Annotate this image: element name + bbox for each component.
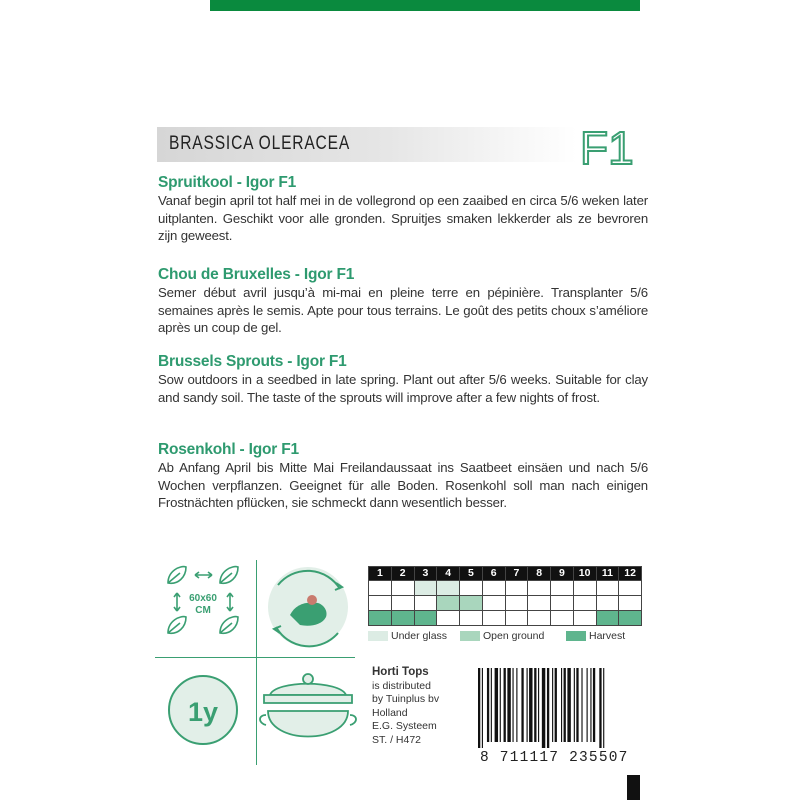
barcode-bar — [576, 668, 578, 742]
calendar-month-12: 12 — [619, 567, 642, 581]
barcode-bar — [603, 668, 604, 748]
calendar-cell — [505, 581, 528, 596]
calendar-cell — [596, 581, 619, 596]
calendar-cell — [482, 611, 505, 626]
calendar-month-4: 4 — [437, 567, 460, 581]
barcode-bar — [552, 668, 553, 742]
barcode-bar — [555, 668, 557, 742]
barcode-bar — [547, 668, 549, 748]
calendar-month-6: 6 — [482, 567, 505, 581]
barcode-bar — [567, 668, 570, 742]
calendar-cell — [619, 581, 642, 596]
section-dutch — [158, 174, 648, 245]
barcode-bar — [504, 668, 506, 742]
section-title: Spruitkool - Igor F1 — [158, 174, 297, 191]
barcode-bar — [590, 668, 591, 742]
barcode-bar — [574, 668, 575, 742]
section-english — [158, 353, 648, 406]
barcode-bar — [527, 668, 528, 742]
section-german — [158, 441, 648, 512]
barcode-bar — [593, 668, 595, 742]
barcode-bar — [529, 668, 532, 742]
spacing-unit: CM — [195, 605, 211, 616]
calendar-cell — [619, 596, 642, 611]
barcode-bar — [500, 668, 501, 742]
calendar-cell — [460, 581, 483, 596]
calendar-cell — [437, 596, 460, 611]
calendar-cell — [369, 611, 392, 626]
calendar-month-11: 11 — [596, 567, 619, 581]
calendar-cell — [619, 611, 642, 626]
barcode-bar — [491, 668, 492, 742]
species-banner — [157, 127, 577, 162]
barcode-bar — [542, 668, 545, 748]
spacing-value: 60x60 — [189, 593, 217, 604]
calendar-cell — [596, 611, 619, 626]
calendar-cell — [528, 581, 551, 596]
section-text: Sow outdoors in a seedbed in late spring. Plant out after 5/6 weeks. Suitable for clay and sandy soil. The taste of the sprouts will improve after a few nights of frost. — [158, 372, 648, 405]
calendar-cell — [573, 611, 596, 626]
legend-label: Harvest — [589, 630, 626, 642]
calendar-legend — [368, 630, 642, 644]
section-text: Vanaf begin april tot half mei in de vollegrond op een zaaibed en circa 5/6 weken later uitplanten. Geschikt voor alle gronden. Spruitjes smaken lekkerder als ze bevroren zijn geweest. — [158, 193, 648, 244]
calendar-month-2: 2 — [391, 567, 414, 581]
calendar-cell — [551, 611, 574, 626]
distributor-info — [372, 666, 482, 747]
calendar-cell — [551, 581, 574, 596]
calendar-row-open-ground — [369, 596, 642, 611]
distributor-line: is distributed — [372, 679, 431, 692]
f1-badge-text: F1 — [580, 122, 634, 174]
barcode — [478, 668, 644, 748]
calendar-cell — [460, 596, 483, 611]
distributor-line: ST. / H472 — [372, 733, 422, 746]
calendar-row-under-glass — [369, 581, 642, 596]
calendar-month-10: 10 — [573, 567, 596, 581]
barcode-bar — [487, 668, 489, 742]
calendar-cell — [369, 596, 392, 611]
calendar-cell — [528, 611, 551, 626]
distributor-line: by Tuinplus bv — [372, 693, 440, 705]
legend-swatch — [460, 631, 480, 641]
calendar-cell — [414, 611, 437, 626]
section-title: Brussels Sprouts - Igor F1 — [158, 353, 347, 370]
corner-mark — [627, 775, 640, 800]
calendar-cell — [437, 581, 460, 596]
calendar-month-8: 8 — [528, 567, 551, 581]
calendar-cell — [391, 596, 414, 611]
barcode-bar — [521, 668, 523, 742]
calendar-month-7: 7 — [505, 567, 528, 581]
barcode-bar — [581, 668, 582, 742]
calendar-cell — [414, 581, 437, 596]
species-name: BRASSICA OLERACEA — [169, 133, 351, 154]
lifecycle-label: 1y — [187, 697, 219, 727]
section-text: Ab Anfang April bis Mitte Mai Freilandaussaat ins Saatbeet einsäen und nach 5/6 Wochen verpflanzen. Geeignet für alle Boden. Rosenkohl soll man nach einigen Frostnächten pflücken, sie schmeckt dann wesentlich besser. — [158, 460, 648, 511]
barcode-bar — [478, 668, 480, 748]
section-text: Semer début avril jusqu’à mi-mai en pleine terre en pépinière. Transplanter 5/6 semaines après le semis. Apte pour tous terrains. Le goût des petits choux s’améliore après un coup de gel. — [158, 285, 648, 336]
barcode-bar — [587, 668, 588, 742]
barcode-bar — [534, 668, 536, 742]
calendar-cell — [528, 596, 551, 611]
legend-under-glass — [368, 630, 447, 642]
cooking-pot-icon — [260, 674, 356, 737]
legend-label: Open ground — [483, 630, 545, 642]
legend-swatch — [368, 631, 388, 641]
barcode-bar — [507, 668, 510, 742]
transplant-hand-icon — [268, 567, 348, 647]
legend-open-ground — [460, 630, 544, 642]
calendar-cell — [573, 581, 596, 596]
section-french — [158, 266, 648, 337]
barcode-bar — [516, 668, 517, 742]
calendar-cell — [551, 596, 574, 611]
section-title: Rosenkohl - Igor F1 — [158, 441, 299, 458]
top-brand-bar — [210, 0, 640, 11]
barcode-bar — [538, 668, 539, 742]
calendar-month-9: 9 — [551, 567, 574, 581]
barcode-bar — [599, 668, 601, 748]
f1-hybrid-badge — [578, 120, 634, 174]
barcode-bar — [495, 668, 498, 742]
section-title: Chou de Bruxelles - Igor F1 — [158, 266, 355, 283]
calendar-cell — [505, 611, 528, 626]
barcode-number: 8 711117 235507 — [480, 750, 629, 766]
sowing-calendar — [368, 566, 642, 626]
calendar-cell — [414, 596, 437, 611]
legend-swatch — [566, 631, 586, 641]
distributor-brand: Horti Tops — [372, 666, 429, 678]
distributor-line: E.G. Systeem — [372, 720, 437, 732]
icons-panel — [150, 555, 360, 770]
calendar-cell — [482, 596, 505, 611]
barcode-bar — [512, 668, 513, 742]
calendar-month-1: 1 — [369, 567, 392, 581]
calendar-cell — [460, 611, 483, 626]
barcode-bar — [564, 668, 566, 742]
distributor-line: Holland — [372, 706, 408, 719]
calendar-month-5: 5 — [460, 567, 483, 581]
calendar-month-3: 3 — [414, 567, 437, 581]
barcode-bar — [561, 668, 562, 742]
calendar-cell — [369, 581, 392, 596]
legend-harvest — [566, 630, 625, 642]
calendar-cell — [482, 581, 505, 596]
calendar-cell — [391, 611, 414, 626]
calendar-cell — [391, 581, 414, 596]
calendar-cell — [437, 611, 460, 626]
calendar-cell — [596, 596, 619, 611]
calendar-cell — [505, 596, 528, 611]
barcode-bar — [482, 668, 483, 748]
legend-label: Under glass — [391, 630, 448, 642]
calendar-row-harvest — [369, 611, 642, 626]
calendar-cell — [573, 596, 596, 611]
